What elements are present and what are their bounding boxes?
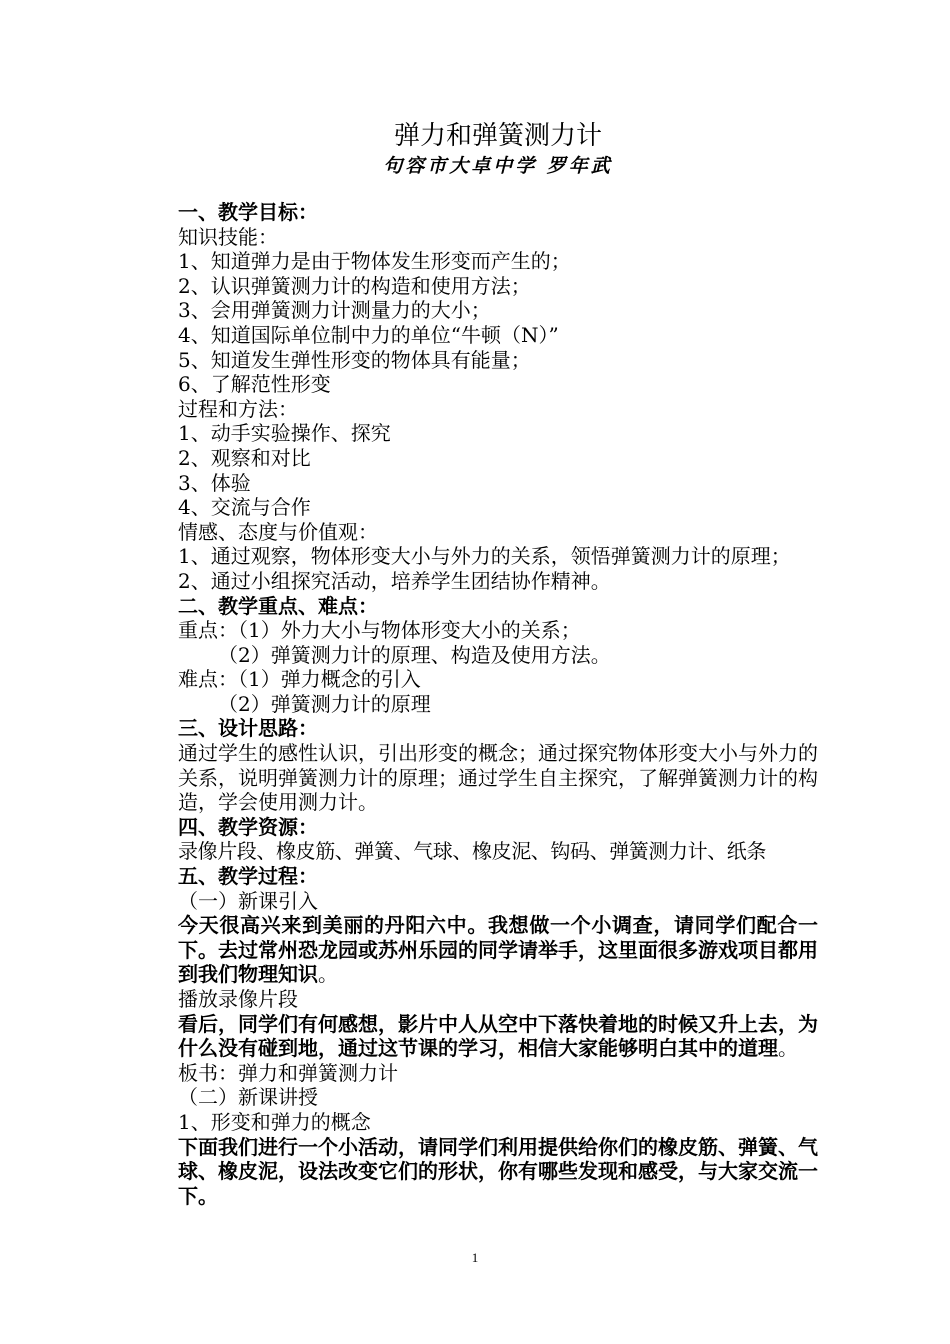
bold-text: 看后，同学们有何感想，影片中人从空中下落快着地的时候又升上去，为什么没有碰到地，通过这节课的学习，相信大家能够明白其中的道理 <box>178 1011 818 1061</box>
text: 。 <box>778 1036 798 1061</box>
author-line: 句容市大卓中学 罗年武 <box>383 155 613 177</box>
page-title: 弹力和弹簧测力计 <box>393 121 602 151</box>
subheading: 情感、态度与价值观： <box>178 519 378 544</box>
paragraph <box>178 913 818 987</box>
list-item: 1、动手实验操作、探究 <box>178 421 391 446</box>
list-item: 1、知道弹力是由于物体发生形变而产生的； <box>178 249 571 274</box>
list-item: 2、观察和对比 <box>178 445 311 470</box>
paragraph: 板书：弹力和弹簧测力计 <box>178 1060 398 1085</box>
key-point: （2）弹簧测力计的原理、构造及使用方法。 <box>218 642 611 667</box>
subheading: （一）新课引入 <box>178 888 318 913</box>
key-point: 重点：（1）外力大小与物体形变大小的关系； <box>178 618 581 643</box>
list-item: 4、知道国际单位制中力的单位“牛顿（N）” <box>178 322 559 347</box>
section-heading: 四、教学资源： <box>178 814 318 839</box>
section-heading: 一、教学目标： <box>178 200 318 224</box>
paragraph: 播放录像片段 <box>178 987 298 1011</box>
paragraph <box>178 1012 818 1061</box>
paragraph: 通过学生的感性认识，引出形变的概念；通过探究物体形变大小与外力的关系，说明弹簧测力计的原理；通过学生自主探究，了解弹簧测力计的构造，学会使用测力计。 <box>178 741 818 815</box>
document-page <box>178 118 818 1208</box>
list-item: 4、交流与合作 <box>178 495 311 520</box>
section-heading: 二、教学重点、难点： <box>178 593 378 618</box>
paragraph: 下面我们进行一个小活动，请同学们利用提供给你们的橡皮筋、弹簧、气球、橡皮泥，设法改变它们的形状，你有哪些发现和感受，与大家交流一下。 <box>178 1134 818 1208</box>
list-item: 3、体验 <box>178 470 251 495</box>
page-number: 1 <box>471 1250 479 1265</box>
list-item: 2、认识弹簧测力计的构造和使用方法； <box>178 273 531 298</box>
list-item: 3、会用弹簧测力计测量力的大小； <box>178 298 491 323</box>
subheading: 过程和方法： <box>178 396 298 421</box>
difficult-point: （2）弹簧测力计的原理 <box>218 691 431 716</box>
bold-text: 今天很高兴来到美丽的丹阳六中。我想做一个小调查，请同学们配合一下。去过常州恐龙园或苏州乐园的同学请举手，这里面很多游戏项目都用到我们物理知识 <box>178 913 818 987</box>
text: 。 <box>318 962 338 987</box>
list-item: 1、通过观察，物体形变大小与外力的关系，领悟弹簧测力计的原理； <box>178 544 791 569</box>
list-item: 5、知道发生弹性形变的物体具有能量； <box>178 347 531 372</box>
list-item: 6、了解范性形变 <box>178 372 331 397</box>
section-heading: 五、教学过程： <box>178 864 318 889</box>
difficult-point: 难点：（1）弹力概念的引入 <box>178 667 421 692</box>
list-item: 2、通过小组探究活动，培养学生团结协作精神。 <box>178 568 611 593</box>
subheading: 知识技能： <box>178 224 278 249</box>
subheading: （二）新课讲授 <box>178 1085 318 1110</box>
subheading: 1、形变和弹力的概念 <box>178 1109 371 1134</box>
paragraph: 录像片段、橡皮筋、弹簧、气球、橡皮泥、钩码、弹簧测力计、纸条 <box>178 839 766 864</box>
section-heading: 三、设计思路： <box>178 716 318 741</box>
